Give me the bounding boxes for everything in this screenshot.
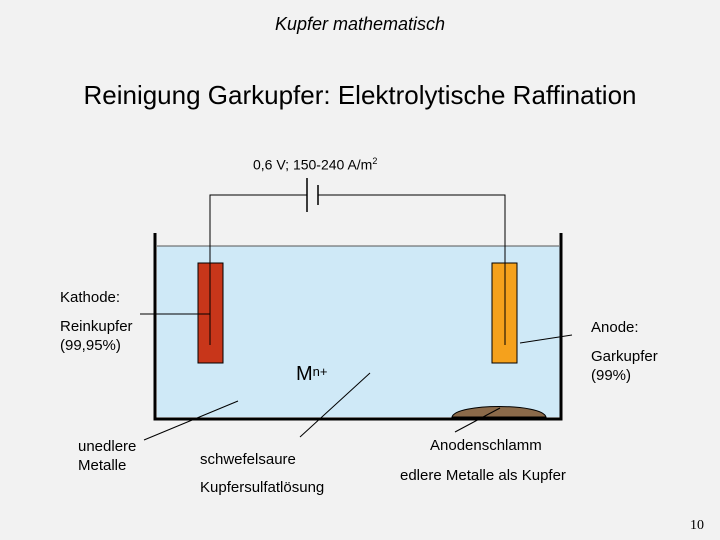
label-anode: Anode:: [591, 319, 639, 336]
label-kathode: Kathode:: [60, 289, 121, 306]
label-garkupfer-purity: (99%): [591, 367, 632, 384]
ion-charge: n+: [312, 364, 328, 379]
parameters-exponent: 2: [372, 156, 378, 166]
ion-symbol: M: [296, 363, 313, 385]
metal-ion-label: [296, 363, 328, 386]
label-anodenschlamm: Anodenschlamm: [430, 437, 542, 454]
label-garkupfer: Garkupfer: [591, 348, 658, 365]
label-reinkupfer: Reinkupfer: [60, 318, 133, 335]
label-edlere-metalle: edlere Metalle als Kupfer: [400, 467, 566, 484]
subtitle: Kupfer mathematisch: [274, 14, 446, 34]
label-unedle-metalle-line2: Metalle: [78, 457, 127, 474]
page-number: 10: [690, 518, 704, 533]
label-schwefelsaure: schwefelsaure: [200, 451, 296, 468]
label-reinkupfer-purity: (99,95%): [60, 337, 121, 354]
parameters-text: 0,6 V; 150-240 A/m: [253, 156, 373, 173]
label-kupfersulfatloesung: Kupfersulfatlösung: [200, 479, 325, 496]
label-unedle-metalle-line1: unedlere: [78, 438, 137, 455]
page-title: Reinigung Garkupfer: Elektrolytische Raffination: [83, 80, 637, 110]
